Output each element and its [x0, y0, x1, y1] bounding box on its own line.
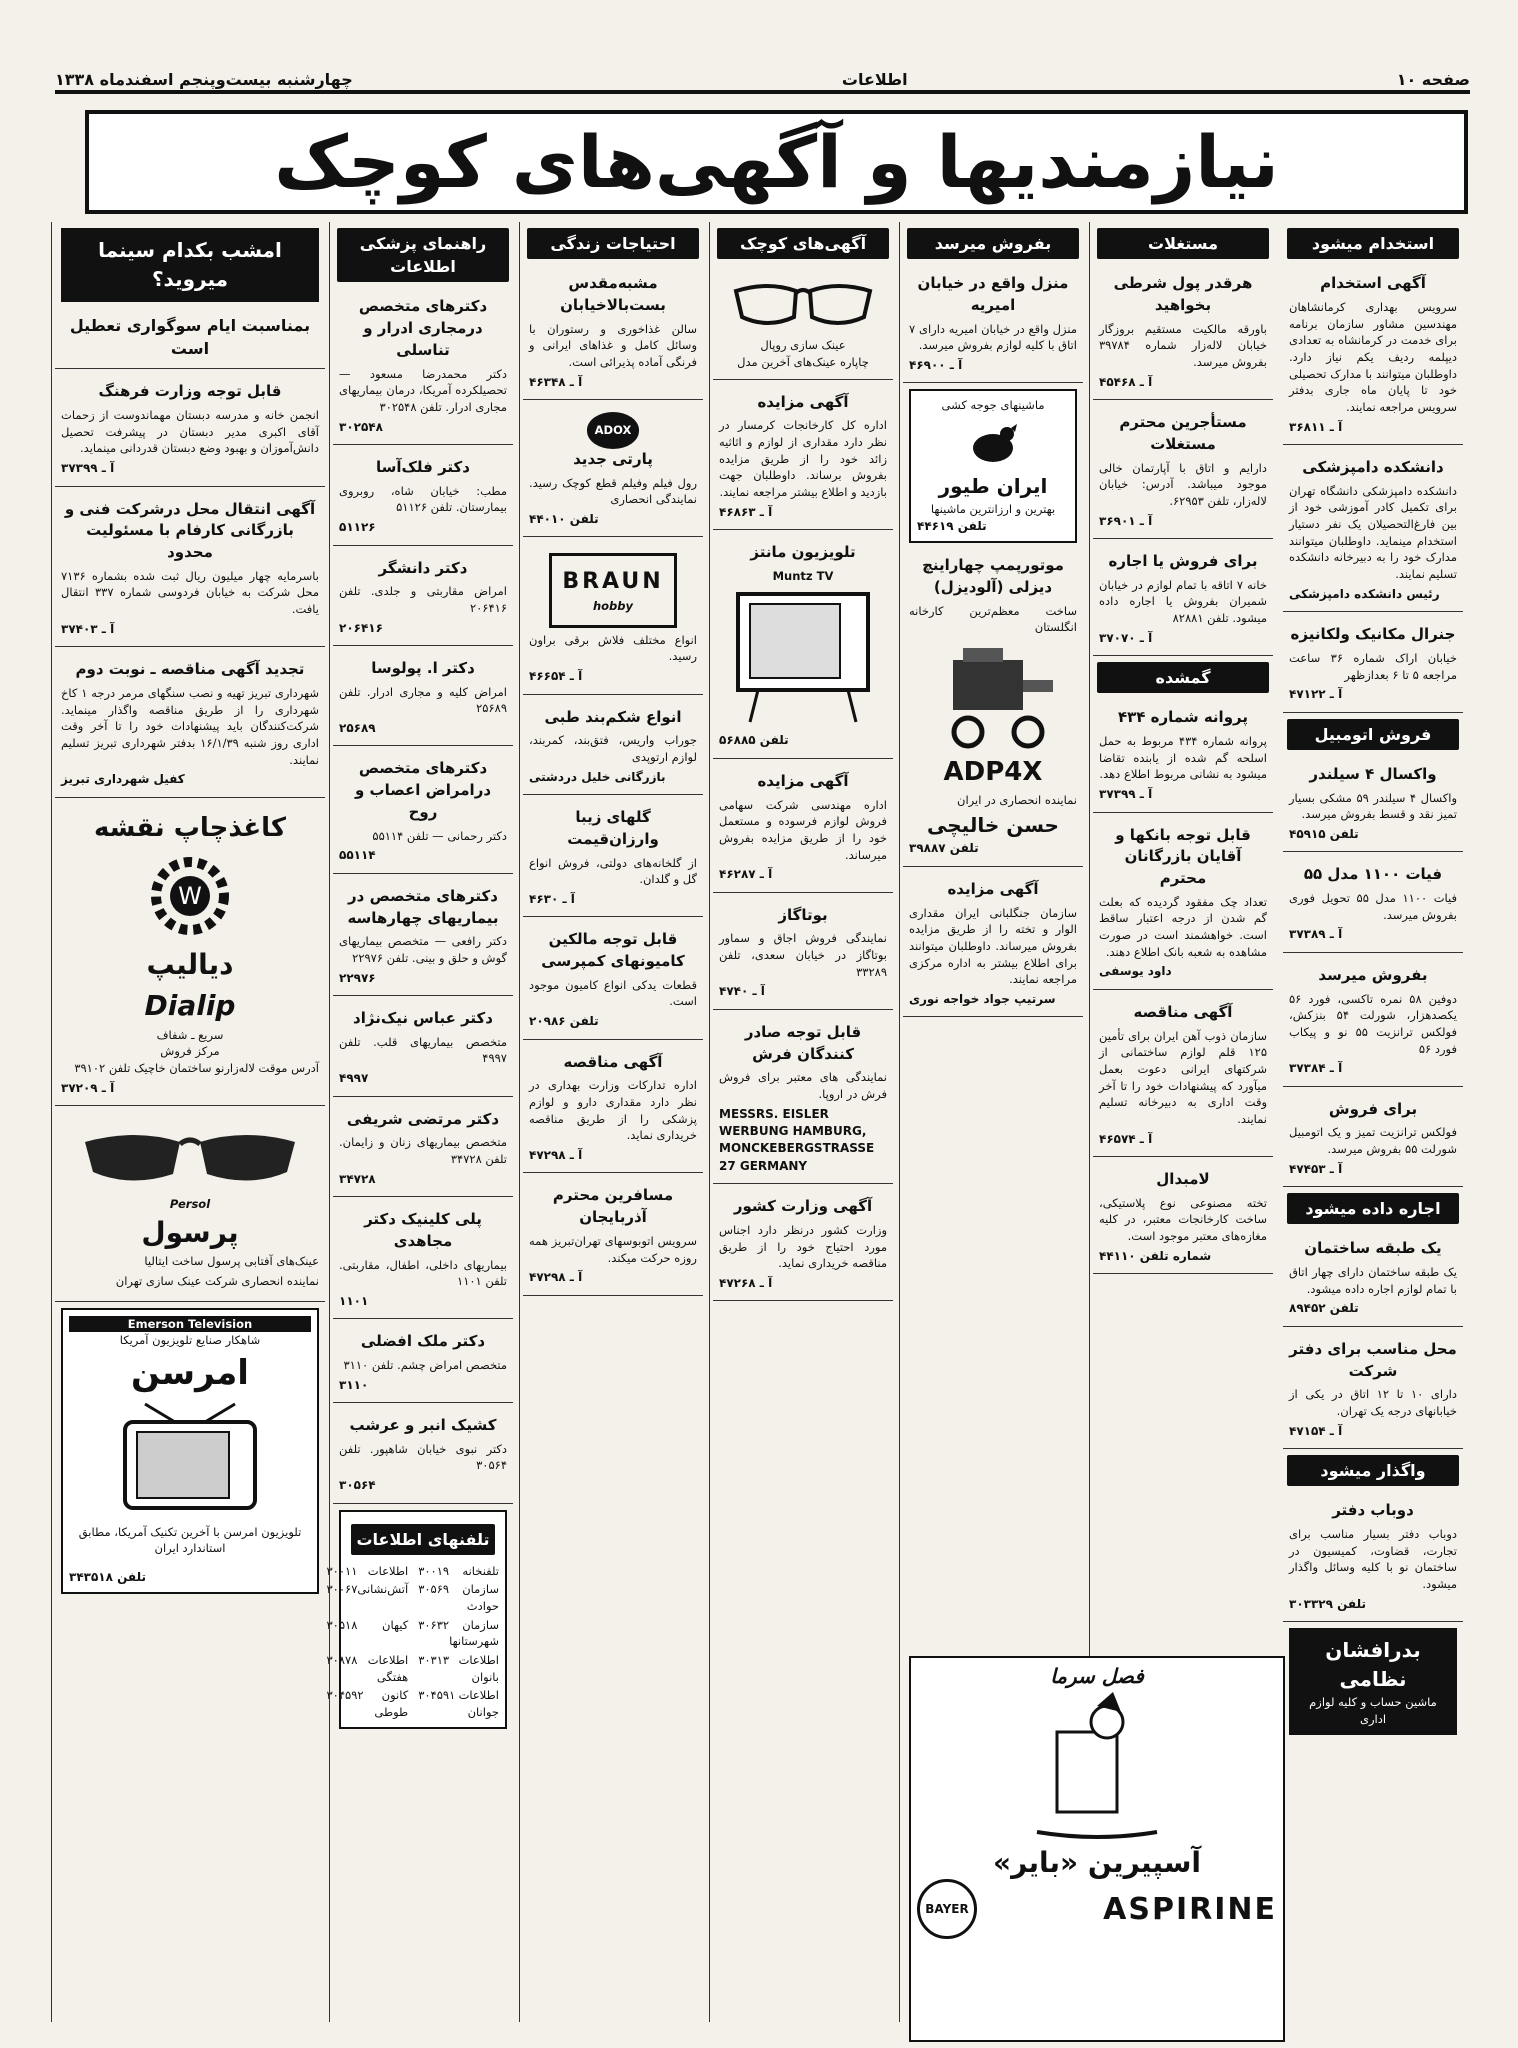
ad-title: آگهی مزایده [757, 771, 849, 790]
ad-code: آ ـ ۴۶۲۸۷ [719, 867, 773, 882]
svg-text:W: W [178, 882, 202, 911]
ad-text: دکتر محمدرضا مسعود — تحصیلکرده آمریکا، درمان بیماریهای مجاری ادرار. تلفن ۳۰۲۵۴۸ [339, 366, 507, 414]
column-medical-guide [326, 222, 513, 2022]
classified-ad [1283, 1333, 1463, 1449]
phone-row [327, 1617, 409, 1650]
classified-ad [55, 493, 325, 648]
ad-title: دکترهای متخصص در بیماریهای چهارهاسه [347, 886, 499, 927]
cinema-banner: امشب بکدام سینما میروید؟ [61, 228, 319, 302]
ad-title: مشبه‌مقدس بست‌بالاخیابان [560, 274, 666, 314]
classified-ad [333, 1103, 513, 1197]
ad-code: آ ـ ۴۵۴۶۸ [1099, 374, 1153, 389]
ad-title: دکترهای متخصص درمجاری ادرار و تناسلی [358, 297, 488, 359]
phone-number: ۳۰۰۱۹ [418, 1563, 450, 1578]
column-employment [1283, 222, 1463, 2022]
pump-engine-icon [923, 640, 1063, 750]
phone-label: اطلاعات هفتگی [367, 1653, 409, 1684]
bayer-logo: BAYER [917, 1879, 977, 1939]
ad-text: باورقه مالکیت مستقیم بروزگار خیابان لاله‌زار شماره ۳۹۷۸۴ بفروش میرسد. [1099, 321, 1267, 370]
section-header: واگذار میشود [1287, 1455, 1459, 1486]
ad-code: ۱۱۰۱ [339, 1293, 369, 1308]
ad-code: ۵۱۱۲۶ [339, 520, 376, 535]
ad-code: آ ـ ۳۶۹۰۱ [1099, 513, 1153, 528]
classified-ad [333, 1409, 513, 1503]
optic-ad: عینک سازی روپال چاپاره عینک‌های آخرین مدل [713, 267, 893, 379]
classified-ad [1093, 996, 1273, 1157]
ad-title: واکسال ۴ سیلندر [1309, 764, 1437, 783]
column-body [1093, 228, 1273, 1274]
rocking-man-icon [1017, 1692, 1177, 1842]
classified-ad [523, 1179, 703, 1295]
ad-code: آ ـ ۴۷۲۹۸ [529, 1147, 583, 1162]
classified-ad [903, 267, 1083, 383]
classified-ad [333, 652, 513, 746]
nezami-ad: بدرافشان نظامی ماشین حساب و کلیه لوازم اداری [1289, 1628, 1457, 1735]
ad-code: آ ـ ۳۷۰۷۰ [1099, 630, 1153, 645]
phone-label: اطلاعات جوانان [458, 1688, 499, 1720]
rooster-icon [963, 418, 1023, 468]
phone-number: ۳۰۴۵۹۱ [418, 1688, 456, 1703]
phone-row [327, 1563, 409, 1580]
classified-ad [333, 552, 513, 646]
column-small-ads [713, 222, 893, 2022]
ad-text: امراض کلیه و مجاری ادرار. تلفن ۲۵۶۸۹ [339, 684, 507, 716]
ad-code: آ ـ ۳۶۸۱۱ [1289, 419, 1343, 434]
motor-pump-ad: موتورپمپ چهاراینچ دیزلی (آلودیزل) ساخت معظم‌ترین کارخانه انگلستان ADP4X نماینده انحصاری در ایران حسن خالیچی تلفن ۳۹۸۸۷ [903, 549, 1083, 867]
ad-text: دوفین ۵۸ نمره تاکسی، فورد ۵۶ یکصدهزار، شورلت ۵۴ بنزکش، فولکس ترانزیت ۵۵ نو و پیکاب فورد ۵۶ [1289, 991, 1457, 1056]
ad-code: تلفن ۴۵۹۱۵ [1289, 826, 1359, 841]
ad-code: ۳۱۱۰ [339, 1377, 369, 1392]
phone-label: آتش‌نشانی [357, 1582, 409, 1597]
classified-ad [333, 1325, 513, 1403]
classified-ad [1283, 858, 1463, 952]
ad-title: آگهی استخدام [1320, 274, 1426, 293]
ad-text: وزارت کشور درنظر دارد اجناس مورد احتیاج خود را از طریق مناقصه خریداری نماید. [719, 1222, 887, 1271]
classified-ad [1283, 1093, 1463, 1187]
phone-row [327, 1652, 409, 1685]
ad-text: خانه ۷ اتاقه با تمام لوازم در خیابان شمیران بفروش یا اجاره داده میشود. تلفن ۸۲۸۸۱ [1099, 577, 1267, 626]
ad-title: دکتر دانشگر [378, 558, 468, 577]
phone-number: ۳۰۶۳۲ [418, 1617, 450, 1632]
sunglasses-icon [75, 1122, 305, 1192]
ad-title: انواع شکم‌بند طبی [544, 707, 682, 726]
ad-title: برای فروش یا اجاره [1108, 552, 1258, 570]
ad-text: سالن غذاخوری و رستوران با وسائل کامل و غذاهای ایرانی و فرنگی آماده پذیرائی است. [529, 321, 697, 370]
ad-text: خیابان اراک شماره ۳۶ ساعت مراجعه ۵ تا ۶ بعدازظهر [1289, 650, 1457, 682]
ad-text: متخصص بیماریهای قلب. تلفن ۴۹۹۷ [339, 1034, 507, 1066]
phone-label: اطلاعات بانوان [458, 1653, 499, 1684]
ad-title: دوباب دفتر [1332, 1501, 1414, 1520]
ad-text: فیات ۱۱۰۰ مدل ۵۵ تحویل فوری بفروش میرسد. [1289, 891, 1458, 922]
column-notices [55, 222, 325, 2022]
ad-title: آگهی مزایده [757, 392, 849, 411]
ad-code: کفیل شهرداری تبریز [61, 772, 185, 787]
classified-ad [333, 1203, 513, 1319]
ad-code: ۳۰۲۵۴۸ [339, 419, 383, 434]
ad-title: دکتر فلک‌آسا [376, 458, 470, 477]
classified-ad [1283, 451, 1463, 612]
section-header: راهنمای پزشکی اطلاعات [337, 228, 509, 282]
classified-ad [523, 1046, 703, 1174]
ad-text: باسرمایه چهار میلیون ریال ثبت شده بشماره ۷۱۳۶ محل شرکت به خیابان فردوسی شماره ۳۳۷ انتقال یافت. [61, 568, 319, 617]
adox-ad: ADOX پارتی جدید رول فیلم وفیلم قطع کوچک رسید. نمایندگی انحصاری تلفن ۴۴۰۱۰ [523, 406, 703, 537]
persol-ad: Persol پرسول عینک‌های آفتابی پرسول ساخت ایتالیا نماینده انحصاری شرکت عینک سازی تهران [55, 1112, 325, 1302]
phone-number: ۳۰۵۱۸ [326, 1617, 358, 1632]
phone-row [418, 1581, 499, 1614]
ad-text: اداره مهندسی شرکت سهامی فروش لوازم فرسوده و مستعمل خود را از طریق مزایده بفروش میرساند. [719, 797, 887, 862]
ad-text: تخته مصنوعی نوع پلاستیکی، ساخت کارخانجات معتبر، در کلیه مغازه‌های معتبر موجود است. [1099, 1195, 1267, 1244]
ad-code: آ ـ ۳۷۳۸۴ [1289, 1061, 1343, 1076]
classified-ad [1093, 406, 1273, 539]
ad-title: یک طبقه ساختمان [1304, 1239, 1442, 1258]
classified-ad [55, 653, 325, 798]
section-header: بفروش میرسد [907, 228, 1079, 259]
gear-icon [145, 851, 235, 941]
ad-code: آ ـ ۴۷۱۲۲ [1289, 687, 1343, 702]
ad-text: انجمن خانه و مدرسه دبستان مهماندوست از زحمات آقای اکبری مدیر دبستان در پیشرفت تحصیل دانش‌آموزان و بهبود وضع دبستان قدردانی مینماید. [61, 408, 319, 456]
section-header: گمشده [1097, 662, 1269, 693]
classified-ad [1093, 701, 1273, 812]
masthead [85, 110, 1468, 214]
masthead-title: نیازمندیها و آگهی‌های کوچک [274, 120, 1279, 204]
phone-number: ۳۰۴۵۹۲ [326, 1688, 364, 1703]
classified-ad [523, 801, 703, 917]
ad-title: برای فروش [1328, 1099, 1418, 1118]
ad-title: مسافرین محترم آذربایجان [552, 1186, 674, 1227]
ad-code: آ ـ ۳۷۳۹۹ [61, 461, 115, 476]
ad-title: کشیک انبر و عرشب [349, 1416, 497, 1435]
section-header: احتیاجات زندگی [527, 228, 699, 259]
ad-text: دوباب دفتر بسیار مناسب برای تجارت، قضاوت، کمیسیون در ساختمان نو با کلیه وسائل واگذار میشود. [1289, 1527, 1457, 1592]
ad-text: نمایندگی فروش اجاق و سماور بوتاگاز در خیابان سعدی، تلفن ۳۳۲۸۹ [719, 931, 887, 979]
phone-number: ۳۰۵۶۹ [418, 1582, 450, 1597]
ad-text: دکتر رافعی — متخصص بیماریهای گوش و حلق و بینی. تلفن ۲۲۹۷۶ [339, 934, 507, 965]
ad-title: آگهی مناقصه [563, 1052, 663, 1071]
classified-ad [1093, 267, 1273, 400]
television-icon [115, 1402, 265, 1512]
ad-text: اداره کل کارخانجات کرمسار در نظر دارد مقداری از لوازم و اثاثیه زائد خود را از طریق مزایده بفروش برساند. داوطلبان جهت بازدید و اطلاع بیشتر مراجعه نمایند. [719, 418, 887, 499]
ad-code: آ ـ ۴۷۴۰ [719, 984, 765, 999]
ad-code: تلفن ۲۰۹۸۶ [529, 1014, 599, 1029]
ad-title: پلی کلینیک دکتر مجاهدی [364, 1210, 482, 1250]
ad-title: بوتاگاز [778, 905, 828, 924]
phone-label: کیهان [382, 1617, 409, 1632]
ad-title: لامبدال [1156, 1170, 1210, 1188]
ad-code: تلفن ۳۰۳۳۲۹ [1289, 1596, 1366, 1611]
column-life-needs [523, 222, 703, 2022]
ad-text: نمایندگی های معتبر برای فروش فرش در اروپا. [719, 1070, 887, 1101]
ad-title: دکتر مرتضی شریفی [346, 1109, 500, 1128]
ad-text: امراض مقاربتی و جلدی. تلفن ۲۰۶۴۱۶ [339, 584, 507, 615]
phone-label: اطلاعات [367, 1563, 409, 1578]
issue-date: چهارشنبه بیست‌وپنجم اسفندماه ۱۳۳۸ [55, 69, 353, 89]
ad-text: متخصص امراض چشم. تلفن ۳۱۱۰ [343, 1357, 507, 1372]
ad-code: MESSRS. EISLER WERBUNG HAMBURG, MONCKEBERGSTRASSE 27 GERMANY [719, 1106, 875, 1173]
tv-ad: تلویزیون مانتز Muntz TV تلفن ۵۶۸۸۵ [713, 536, 893, 759]
glasses-icon [728, 277, 878, 333]
ad-title: هرقدر پول شرطی بخواهید [1113, 274, 1253, 314]
ad-code: رئیس دانشکده دامپزشکی [1289, 586, 1440, 601]
ad-title: بفروش میرسد [1318, 965, 1428, 984]
classified-ad [1283, 1232, 1463, 1326]
aspirin-ad: فصل سرما آسپیرین «بایر» ASPIRINE BAYER [909, 1656, 1285, 2042]
ad-title: دکتر عباس نیک‌نژاد [353, 1009, 493, 1028]
phone-label: تلفنخانه [462, 1563, 499, 1578]
ad-title: قابل توجه مالکین کامیونهای کمپرسی [541, 930, 685, 971]
ad-code: بازرگانی خلیل دردشتی [529, 769, 666, 784]
ad-text: تعداد چک مفقود گردیده که بعلت گم شدن از درجه اعتبار ساقط است. خواهشمند است در صورت مشاهده به شعبه بانک اطلاع دهند. [1099, 894, 1267, 959]
classified-ad [1283, 618, 1463, 712]
ad-text: سازمان ذوب آهن ایران برای تأمین ۱۲۵ قلم لوازم ساختمانی از شرکتهای ایرانی دعوت بعمل میآورد که پیشنهادات خود را تا آخر وقت اداری به دبیرخانه تسلیم نمایند. [1099, 1028, 1267, 1126]
phone-number: ۳۰۰۶۷ [326, 1582, 358, 1597]
ad-title: دکتر ملک افضلی [360, 1332, 486, 1351]
ad-text: دکتر رحمانی — تلفن ۵۵۱۱۴ [372, 828, 507, 843]
phone-label: سازمان حوادث [462, 1582, 499, 1614]
ad-text: فولکس ترانزیت تمیز و یک اتومبیل شورلت ۵۵ بفروش میرسد. [1289, 1125, 1457, 1157]
column-body [1283, 228, 1463, 1622]
ad-text: سازمان جنگلبانی ایران مقداری الوار و تخته را از طریق مزایده بفروش میرساند. داوطلبان میتوانند برای اطلاع بیشتر به اداره مرکزی مراجعه نمایند. [909, 905, 1077, 987]
ad-text: پروانه شماره ۴۳۴ مربوط به حمل اسلحه گم شده از یابنده تقاضا میشود به نشانی مربوط اطلاع دهد. [1099, 734, 1267, 782]
ad-code: آ ـ ۴۷۲۶۸ [719, 1276, 773, 1290]
classified-ad [713, 899, 893, 1010]
ad-code: آ ـ ۳۷۳۹۹ [1099, 787, 1153, 802]
ad-code: ۲۵۶۸۹ [339, 721, 376, 736]
ad-code: آ ـ ۴۶۸۶۳ [719, 504, 773, 519]
ad-title: منزل واقع در خیابان امیریه [917, 274, 1069, 314]
section-header: اجاره داده میشود [1287, 1193, 1459, 1224]
phone-row [418, 1652, 499, 1685]
phone-label: سازمان شهرستانها [449, 1617, 499, 1649]
ad-text: اداره تدارکات وزارت بهداری در نظر دارد مقداری دارو و لوازم پزشکی را از طریق مناقصه خریداری نماید. [529, 1078, 697, 1143]
phone-row [418, 1687, 499, 1720]
ad-title: قابل توجه وزارت فرهنگ [98, 382, 282, 401]
page-header [55, 68, 1470, 94]
ad-code: آ ـ ۴۷۱۵۴ [1289, 1423, 1343, 1438]
ad-code: تلفن ۸۹۴۵۲ [1289, 1301, 1359, 1316]
phone-number: ۳۰۸۷۸ [326, 1653, 358, 1668]
ad-title: آگهی وزارت کشور [733, 1197, 873, 1216]
ad-code: سرتیپ جواد خواجه نوری [909, 991, 1056, 1006]
classified-ad [333, 752, 513, 873]
column-body [903, 228, 1083, 383]
section-header: استخدام میشود [1287, 228, 1459, 259]
ad-title: قابل توجه بانکها و آقایان بازرگانان محترم [1115, 825, 1251, 887]
ad-code: شماره تلفن ۴۴۱۱۰ [1099, 1248, 1212, 1263]
ad-code: آ ـ ۴۷۴۵۳ [1289, 1161, 1343, 1176]
classified-ad [1093, 1163, 1273, 1274]
ad-code: آ ـ ۴۷۲۹۸ [529, 1270, 583, 1285]
ad-code: ۵۵۱۱۴ [339, 848, 376, 863]
ad-text: قطعات یدکی انواع کامیون موجود است. [529, 977, 697, 1009]
ad-code: آ ـ ۴۶۳۴۸ [529, 374, 583, 389]
ad-text: جوراب واریس، فتق‌بند، کمربند، لوازم ارتوپدی [529, 733, 697, 764]
classified-ad [713, 765, 893, 893]
ad-title: پروانه شماره ۴۳۴ [1117, 708, 1248, 727]
phone-row [327, 1581, 409, 1614]
ad-text: متخصص بیماریهای زنان و زایمان. تلفن ۳۴۷۲۸ [339, 1135, 507, 1166]
ad-code: ۴۹۹۷ [339, 1071, 369, 1086]
ad-text: مطب: خیابان شاه، روبروی بیمارستان. تلفن ۵۱۱۲۶ [339, 483, 507, 515]
phone-label: کانون طوطی [374, 1688, 409, 1720]
classified-ad [333, 1002, 513, 1096]
ad-text: سرویس اتوبوسهای تهران‌تبریز همه روزه حرکت میکند. [529, 1233, 697, 1265]
classified-ad [713, 1016, 893, 1184]
ad-title: دکتر ا. پولوسا [371, 659, 475, 677]
closure-notice: بمناسبت ایام سوگواری تعطیل است [55, 308, 325, 369]
ad-text: دکتر نبوی خیابان شاهپور. تلفن ۳۰۵۶۴ [339, 1441, 507, 1473]
classified-ad [903, 873, 1083, 1018]
classified-ad [713, 1190, 893, 1301]
classified-ad [1283, 1494, 1463, 1622]
ad-code: آ ـ ۳۷۴۰۳ [61, 621, 115, 636]
classified-ad [333, 451, 513, 545]
classified-ad [713, 386, 893, 531]
ad-title: قابل توجه صادر کنندگان فرش [744, 1022, 862, 1063]
ad-text: شهرداری تبریز تهیه و نصب سنگهای مرمر درجه ۱ کاخ شهرداری را از طریق مناقصه واگذار مینماید. شرکت‌کنندگان باید پیشنهادات خود را تا آخر وقت اداری روز شنبه ۱۶/۱/۳۹ بدفتر شهرداری تبریز تسلیم نمایند. [61, 685, 319, 767]
ad-title: آگهی انتقال محل درشرکت فنی و بازرگانی کارفام با مسئولیت محدود [64, 499, 316, 562]
section-header: مستغلات [1097, 228, 1269, 259]
phone-row [327, 1687, 409, 1720]
ad-title: محل مناسب برای دفتر شرکت [1289, 1339, 1457, 1380]
ad-code: ۳۰۵۶۴ [339, 1478, 376, 1493]
phone-number: ۳۰۰۱۱ [326, 1563, 358, 1578]
ad-code: ۳۴۷۲۸ [339, 1171, 376, 1186]
ad-title: آگهی مناقصه [1133, 1002, 1233, 1021]
ad-text: یک طبقه ساختمان دارای چهار اتاق با تمام لوازم اجاره داده میشود. [1289, 1265, 1457, 1296]
ad-text: واکسال ۴ سیلندر ۵۹ مشکی بسیار تمیز نقد و قسط بفروش میرسد. [1289, 790, 1458, 822]
ad-code: آ ـ ۴۶۳۰ [529, 891, 575, 906]
ad-title: دانشکده دامپزشکی [1302, 458, 1444, 477]
phone-row [418, 1617, 499, 1650]
info-phones: تلفنهای اطلاعات تلفنخانه ۳۰۰۱۹ اطلاعات ۳۰۰۱۱ سازمان حوادث ۳۰۵۶۹ آتش‌نشانی ۳۰۰۶۷ سازمان شهرستانها ۳۰۶۳۲ کیهان ۳۰۵۱۸ اطلاعات بانوان ۳۰۳۱۳ اطلاعات هفتگی ۳۰۸۷۸ اطلاعات جوانان ۳۰۴۵۹۱ کانون طوطی ۳۰۴۵۹۲ [339, 1510, 507, 1729]
ad-text: بیماریهای داخلی، اطفال، مقاربتی. تلفن ۱۱۰۱ [339, 1257, 507, 1289]
classified-ad [523, 701, 703, 795]
braun-ad: BRAUN hobby انواع مختلف فلاش برقی براون رسید. آ ـ ۴۶۶۵۴ [523, 543, 703, 694]
classified-ad [1283, 959, 1463, 1087]
page-number: صفحه ۱۰ [1396, 69, 1470, 89]
ad-title: گلهای زیبا وارزان‌قیمت [567, 808, 659, 848]
ad-text: سرویس بهداری کرمانشاهان مهندسین مشاور سازمان برنامه برای خدمت در کرمانشاه به تعدادی دیپلمه ردیف یکم نیاز دارد. داوطلبان میتوانند با مدارک تحصیلی خود تا پایان ماه جاری بدفتر سرویس مراجعه نمایند. [1289, 299, 1457, 414]
classified-ad [333, 880, 513, 996]
ad-code: ۲۰۶۴۱۶ [339, 620, 383, 635]
ad-code: آ ـ ۴۶۵۷۴ [1099, 1131, 1153, 1146]
classified-ad [1093, 819, 1273, 990]
ad-title: مستأجرین محترم مستغلات [1119, 413, 1247, 453]
column-body-2 [903, 873, 1083, 1018]
ad-title: آگهی مزایده [947, 879, 1039, 898]
phone-row [418, 1563, 499, 1580]
emerson-ad: Emerson Television شاهکار صنایع تلویزیون آمریکا امرسن تلویزیون امرسن با آخرین تکنیک آمریکا، مطابق استاندارد ایران تلفن ۳۴۳۵۱۸ [61, 1308, 319, 1594]
phone-number: ۳۰۳۱۳ [418, 1653, 450, 1668]
classified-ad [55, 375, 325, 486]
ad-code: داود یوسفی [1099, 964, 1172, 979]
dialip-ad: کاغذچاپ نقشه W دیالیپ Dialip سریع ـ شفاف مرکز فروش آدرس موقت لاله‌زارنو ساختمان خاچیک تلفن ۳۹۱۰۲ آ ـ ۳۷۲۰۹ [55, 804, 325, 1106]
classified-ad [523, 267, 703, 400]
tv-set-icon [728, 588, 878, 728]
ad-text: دارایم و اتاق با آپارتمان خالی موجود میباشد. آدرس: خیابان لاله‌زار، تلفن ۶۲۹۵۳. [1099, 460, 1267, 508]
ad-text: دانشکده دامپزشکی دانشگاه تهران برای تکمیل کادر آموزشی خود از بین فارغ‌التحصیلان یک نفر دستیار استخدام مینماید. داوطلبان میتوانند مدارک خود را به دبیرخانه دانشکده تسلیم نمایند. [1289, 483, 1457, 582]
classified-ad [1093, 545, 1273, 656]
paper-name: اطلاعات [841, 69, 908, 89]
ad-code: ۲۲۹۷۶ [339, 970, 376, 985]
ad-title: دکترهای متخصص درامراض اعصاب و روح [354, 759, 492, 821]
iran-tayour-ad: ماشینهای جوجه کشی ایران طیور بهترین و ارزانترین ماشینها تلفن ۴۴۶۱۹ [909, 389, 1077, 543]
ad-title: جنرال مکانیک ولکانیزه [1290, 625, 1456, 644]
classified-ad [333, 290, 513, 445]
classified-ad [1283, 267, 1463, 445]
classified-ad [523, 923, 703, 1039]
section-header: آگهی‌های کوچک [717, 228, 889, 259]
section-header: فروش اتومبیل [1287, 719, 1459, 750]
ad-code: آ ـ ۴۶۹۰۰ [909, 358, 963, 373]
ad-title: تجدید آگهی مناقصه ـ نوبت دوم [75, 660, 305, 679]
ad-text: دارای ۱۰ تا ۱۲ اتاق در یکی از خیابانهای درجه یک تهران. [1289, 1387, 1457, 1418]
classified-ad [1283, 758, 1463, 852]
ad-text: از گلخانه‌های دولتی، فروش انواع گل و گلدان. [529, 855, 697, 887]
ad-code: آ ـ ۳۷۳۸۹ [1289, 927, 1343, 942]
ad-title: فیات ۱۱۰۰ مدل ۵۵ [1303, 865, 1443, 884]
ad-text: منزل واقع در خیابان امیریه دارای ۷ اتاق با کلیه لوازم بفروش میرسد. [909, 321, 1077, 353]
